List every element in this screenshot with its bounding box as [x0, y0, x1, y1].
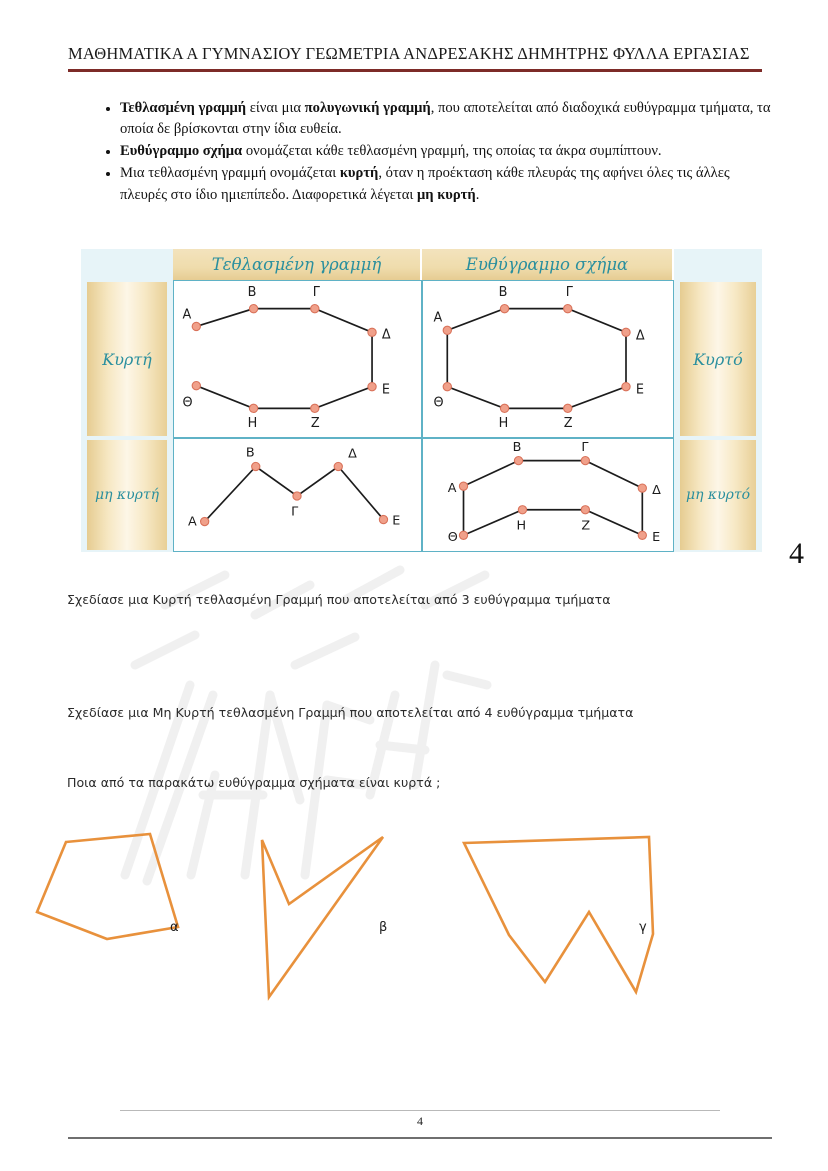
vertex-label: Δ [348, 446, 357, 462]
figure-header-spacer-left [81, 249, 173, 280]
vertex-label: Γ [565, 284, 573, 300]
figure-row-label-nonconvex-right: μη κυρτό [680, 440, 756, 550]
vertex-point [581, 456, 589, 464]
convex-pentagon-alpha [37, 834, 178, 939]
header-rule [68, 69, 762, 72]
vertex-label: H [247, 416, 258, 432]
vertex-label: B [245, 445, 255, 461]
definition-text: ονομάζεται κάθε τεθλασμένη γραμμή, της οποίας τα άκρα συμπίπτουν. [242, 143, 662, 160]
vertex-point [192, 322, 200, 330]
definition-item [120, 98, 772, 140]
diagram-convex-closed-polygon [423, 281, 673, 437]
vertex-label: E [392, 513, 401, 529]
vertex-label: A [433, 310, 443, 326]
vertex-point [638, 531, 646, 539]
vertex-point [368, 382, 376, 390]
vertex-label: Γ [581, 439, 589, 455]
footer-rule-bottom [68, 1137, 772, 1139]
figure-cell-nonconvex-polygon [422, 438, 674, 552]
diagram-convex-open-polyline [174, 281, 421, 437]
vertex-label: Z [581, 518, 591, 534]
vertex-point [564, 404, 572, 412]
vertex-label: B [512, 439, 522, 455]
header-title: ΜΑΘΗΜΑΤΙΚΑ Α ΓΥΜΝΑΣΙΟΥ ΓΕΩΜΕΤΡΙΑ ΑΝΔΡΕΣΑΚΗΣ ΔΗΜΗΤΡΗΣ ΦΥΛΛΑ ΕΡΓΑΣΙΑΣ [68, 44, 750, 63]
vertex-label: Δ [381, 327, 391, 343]
figure-row-label-convex-left: Κυρτή [87, 282, 167, 436]
vertex-point [443, 382, 451, 390]
diagram-nonconvex-open-polyline [174, 439, 421, 551]
margin-page-number: 4 [789, 537, 804, 570]
vertex-label: Γ [312, 284, 320, 300]
page-header [68, 44, 762, 72]
definition-term: πολυγωνική γραμμή [304, 100, 431, 116]
vertex-point [518, 506, 526, 514]
vertex-point [192, 382, 200, 390]
vertex-label: Θ [447, 530, 458, 546]
shape-label-alpha: α [170, 920, 179, 935]
vertex-point [311, 404, 319, 412]
vertex-point [293, 492, 301, 500]
vertex-label: H [516, 518, 527, 534]
vertex-point [443, 326, 451, 334]
vertex-point [564, 304, 572, 312]
definition-text: . [475, 186, 480, 203]
vertex-label: B [498, 284, 508, 300]
shapes-svg [0, 810, 828, 1040]
vertex-label: A [182, 307, 192, 323]
definition-term: Ευθύγραμμο σχήμα [120, 143, 243, 160]
definition-text: , που αποτελείται από διαδοχικά ευθύγραμμα τμήματα, τα οποία δε βρίσκονται στην ίδια ευθεία. [120, 100, 771, 138]
definition-text: , όταν η προέκταση κάθε πλευράς της αφήνει όλες τις άλλες πλευρές στο ίδιο ημιεπίπεδο. Διαφορετικά λέγεται [120, 165, 730, 203]
vertex-label: A [187, 514, 197, 530]
shape-label-gamma: γ [639, 920, 647, 935]
vertex-label: Γ [291, 504, 299, 520]
vertex-label: Δ [652, 483, 661, 499]
definition-item [120, 141, 772, 162]
vertex-point [638, 484, 646, 492]
vertex-point [252, 462, 260, 470]
polyline-edges [447, 309, 626, 409]
vertex-point [379, 515, 387, 523]
page-footer [120, 1110, 720, 1131]
vertex-point [459, 531, 467, 539]
vertex-label: E [381, 382, 391, 398]
shape-label-beta: β [379, 920, 388, 935]
vertex-point [368, 328, 376, 336]
figure-column-header-polyline: Τεθλασμένη γραμμή [173, 249, 422, 280]
figure-row-label-convex-right: Κυρτό [680, 282, 756, 436]
vertex-label: E [652, 530, 661, 546]
definition-text: είναι μια [246, 100, 305, 116]
exercise-prompt-3: Ποια από τα παρακάτω ευθύγραμμα σχήματα είναι κυρτά ; [67, 775, 441, 790]
vertex-point [334, 462, 342, 470]
figure-header-spacer-right [674, 249, 762, 280]
shapes-row [0, 810, 828, 1040]
vertex-label: A [447, 481, 457, 497]
vertex-label: B [247, 284, 257, 300]
figure-cell-convex-polyline [173, 280, 422, 438]
definition-term: κυρτή [339, 165, 379, 182]
figure-cell-nonconvex-polyline [173, 438, 422, 552]
vertex-point [249, 404, 257, 412]
figure-column-header-polygon: Ευθύγραμμο σχήμα [422, 249, 674, 280]
vertex-label: Θ [182, 395, 193, 411]
vertex-point [459, 482, 467, 490]
figure-cell-convex-polygon [422, 280, 674, 438]
vertex-point [249, 304, 257, 312]
figure-row-label-nonconvex-left: μη κυρτή [87, 440, 167, 550]
vertex-point [514, 456, 522, 464]
vertex-label: Z [310, 416, 320, 432]
footer-page-number: 4 [417, 1114, 423, 1128]
vertex-label: H [498, 416, 509, 432]
definition-item [120, 163, 772, 205]
vertex-point [622, 382, 630, 390]
concave-crown-gamma [464, 837, 653, 992]
vertex-label: Δ [635, 328, 645, 344]
diagram-nonconvex-closed-polygon [423, 439, 673, 551]
concave-dart-beta [262, 837, 383, 997]
definition-term: Τεθλασμένη γραμμή [120, 100, 247, 116]
polyline-edges [464, 461, 643, 536]
definitions-list [92, 98, 772, 207]
vertex-label: E [635, 382, 644, 398]
exercise-prompt-2: Σχεδίασε μια Μη Κυρτή τεθλασμένη Γραμμή που αποτελείται από 4 ευθύγραμμα τμήματα [67, 705, 634, 720]
vertex-label: Θ [433, 395, 444, 411]
vertex-point [581, 506, 589, 514]
vertex-point [500, 404, 508, 412]
vertex-label: Z [563, 416, 573, 432]
vertex-point [500, 304, 508, 312]
vertex-point [201, 517, 209, 525]
vertex-point [311, 304, 319, 312]
vertex-point [622, 328, 630, 336]
definition-text: Μια τεθλασμένη γραμμή ονομάζεται [120, 165, 340, 182]
classification-figure [81, 249, 762, 552]
polyline-edges [196, 309, 372, 409]
definition-term: μη κυρτή [416, 186, 476, 203]
exercise-prompt-1: Σχεδίασε μια Κυρτή τεθλασμένη Γραμμή που αποτελείται από 3 ευθύγραμμα τμήματα [67, 592, 611, 607]
